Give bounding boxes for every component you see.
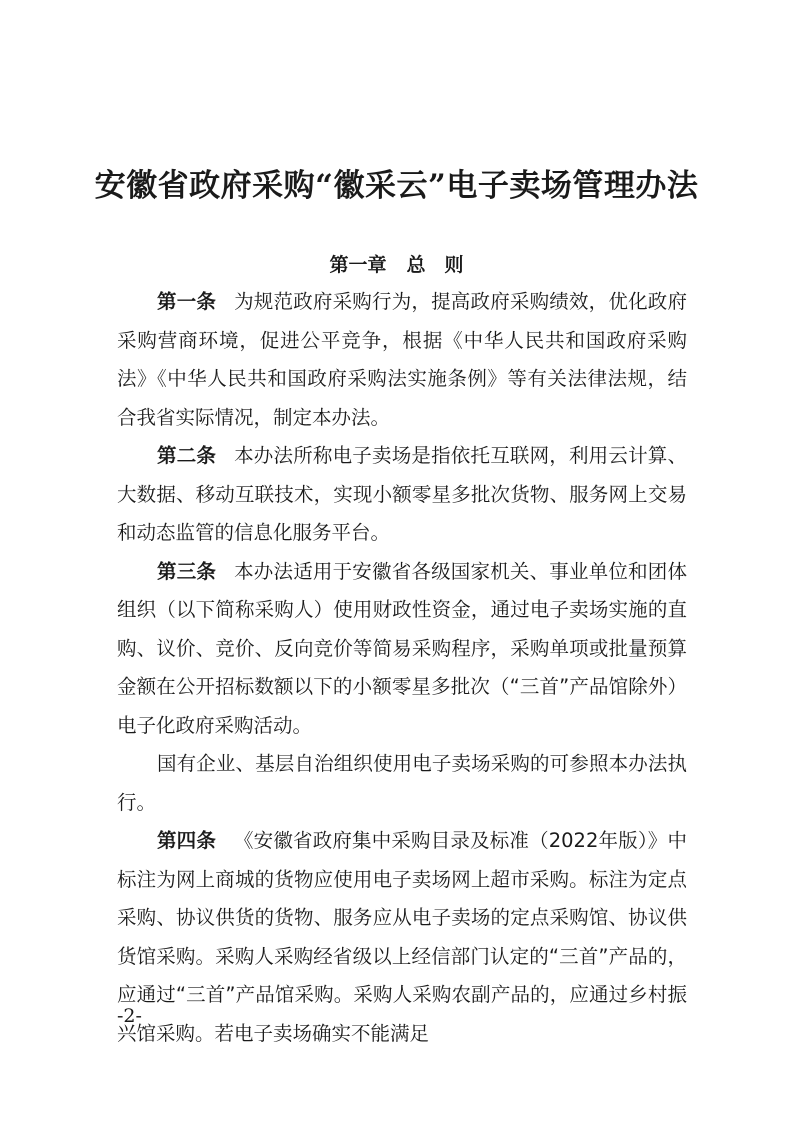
chapter-heading: [0, 250, 793, 277]
article-text: 国有企业、基层自治组织使用电子卖场采购的可参照本办法执行。: [117, 752, 687, 814]
article-label: 第三条: [157, 559, 217, 583]
page-number: -2-: [117, 1005, 142, 1027]
article-4: [117, 822, 687, 1053]
chapter-name: 总 则: [406, 254, 464, 276]
document-title: 安徽省政府采购“徽采云”电子卖场管理办法: [94, 168, 699, 204]
article-text: 为规范政府采购行为，提高政府采购绩效，优化政府采购营商环境，促进公平竞争，根据《中华人民共和国政府采购法》《中华人民共和国政府采购法实施条例》等有关法律法规，结合我省实际情况，制定本办法。: [117, 290, 687, 429]
article-label: 第二条: [157, 444, 217, 467]
chapter-number: 第一章: [329, 254, 387, 276]
article-1: [117, 283, 687, 437]
article-label: 第四条: [157, 829, 217, 852]
document-body: [117, 283, 687, 1053]
article-3-supplement: [117, 745, 687, 822]
article-label: 第一条: [157, 290, 217, 313]
article-text: 《安徽省政府集中采购目录及标准（2022年版）》中标注为网上商城的货物应使用电子卖场网上超市采购。标注为定点采购、协议供货的货物、服务应从电子卖场的定点采购馆、协议供货馆采购。采购人采购经省级以上经信部门认定的“三首”产品的，应通过“三首”产品馆采购。采购人采购农副产品的，应通过乡村振兴馆采购。若电子卖场确实不能满足: [117, 829, 687, 1045]
article-text: 本办法适用于安徽省各级国家机关、事业单位和团体组织（以下简称采购人）使用财政性资金，通过电子卖场实施的直购、议价、竞价、反向竞价等简易采购程序，采购单项或批量预算金额在公开招标数额以下的小额零星多批次（“三首”产品馆除外）电子化政府采购活动。: [117, 559, 687, 737]
article-text: 本办法所称电子卖场是指依托互联网，利用云计算、大数据、移动互联技术，实现小额零星多批次货物、服务网上交易和动态监管的信息化服务平台。: [117, 444, 687, 544]
article-2: [117, 437, 687, 553]
article-3: [117, 553, 687, 746]
